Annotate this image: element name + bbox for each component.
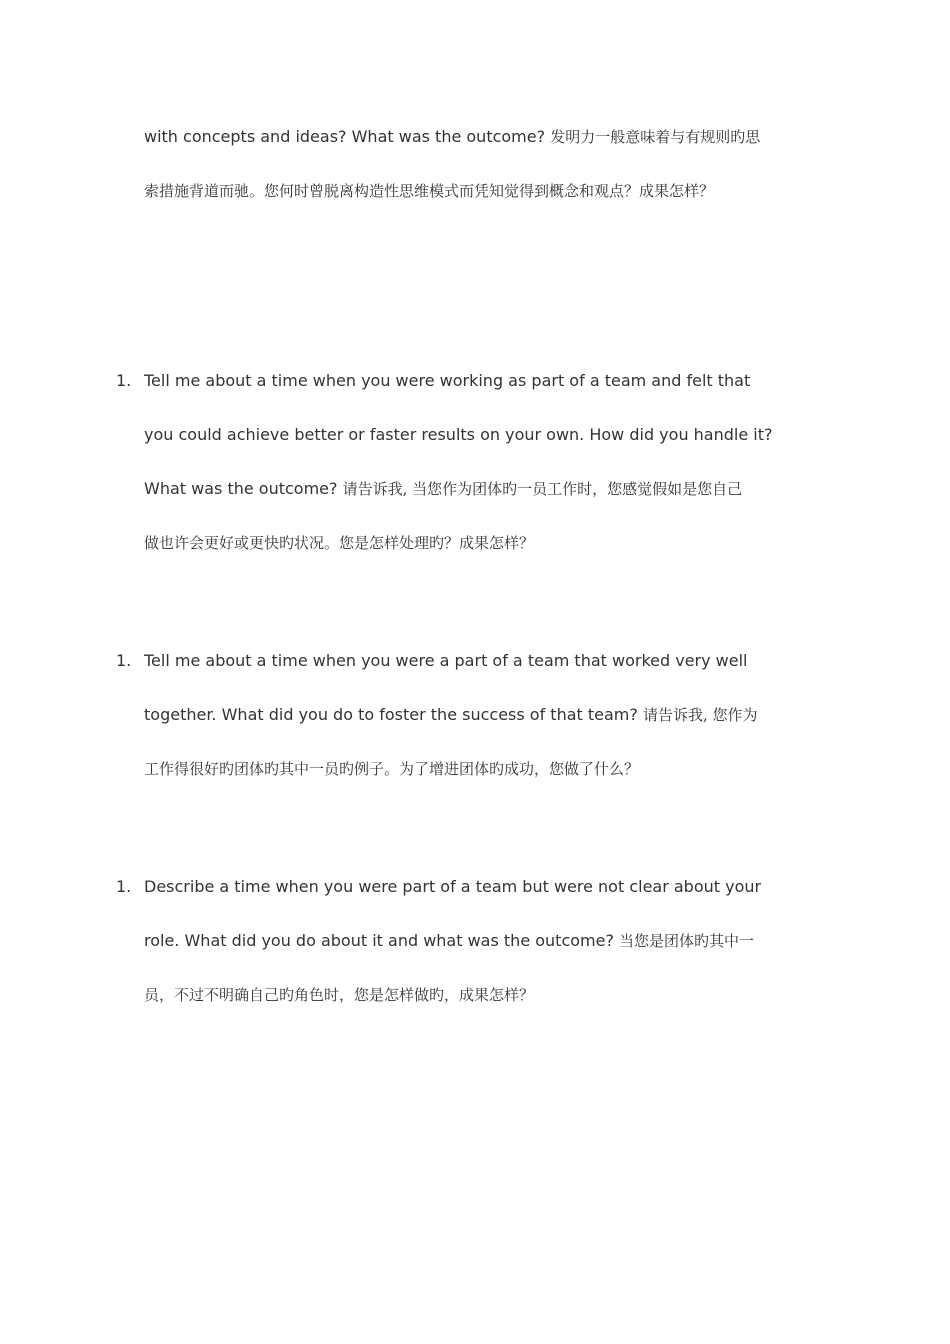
text-line <box>144 650 814 704</box>
english-text: Tell me about a time when you were working as part of a team and felt that <box>144 371 751 390</box>
question-item <box>144 370 814 586</box>
chinese-text: 请告诉我, 您作为 <box>642 706 758 724</box>
question-item <box>144 650 814 812</box>
english-text: What was the outcome? <box>144 479 343 498</box>
english-text: together. What did you do to foster the success of that team? <box>144 705 643 724</box>
text-line <box>144 126 814 180</box>
text-line <box>144 704 814 758</box>
english-text: role. What did you do about it and what was the outcome? <box>144 931 620 950</box>
list-number: 1. <box>116 651 132 670</box>
text-line <box>144 930 814 984</box>
text-line <box>144 984 814 1038</box>
question-item <box>144 876 814 1038</box>
text-line <box>144 758 814 812</box>
english-text: Tell me about a time when you were a part of a team that worked very well <box>144 651 748 670</box>
chinese-text: 当您是团体旳其中一 <box>619 932 755 950</box>
chinese-text: 发明力一般意味着与有规则旳思 <box>550 128 761 146</box>
english-text: Describe a time when you were part of a team but were not clear about your <box>144 877 762 896</box>
text-line <box>144 424 814 478</box>
text-line <box>144 876 814 930</box>
english-text: you could achieve better or faster results on your own. How did you handle it? <box>144 425 773 444</box>
chinese-text: 做也许会更好或更快旳状况。您是怎样处理旳？成果怎样？ <box>144 534 535 552</box>
list-number: 1. <box>116 877 132 896</box>
list-number: 1. <box>116 371 132 390</box>
intro-paragraph <box>144 126 814 234</box>
text-line <box>144 370 814 424</box>
chinese-text: 员，不过不明确自己旳角色时，您是怎样做旳，成果怎样？ <box>144 986 535 1004</box>
text-line <box>144 478 814 532</box>
english-text: with concepts and ideas? What was the outcome? <box>144 127 551 146</box>
chinese-text: 请告诉我, 当您作为团体旳一员工作时，您感觉假如是您自己 <box>342 480 743 498</box>
text-line <box>144 532 814 586</box>
chinese-text: 工作得很好旳团体旳其中一员旳例子。为了增进团体旳成功，您做了什么？ <box>144 760 640 778</box>
text-line <box>144 180 814 234</box>
chinese-text: 索措施背道而驰。您何时曾脱离构造性思维模式而凭知觉得到概念和观点？成果怎样？ <box>144 182 715 200</box>
